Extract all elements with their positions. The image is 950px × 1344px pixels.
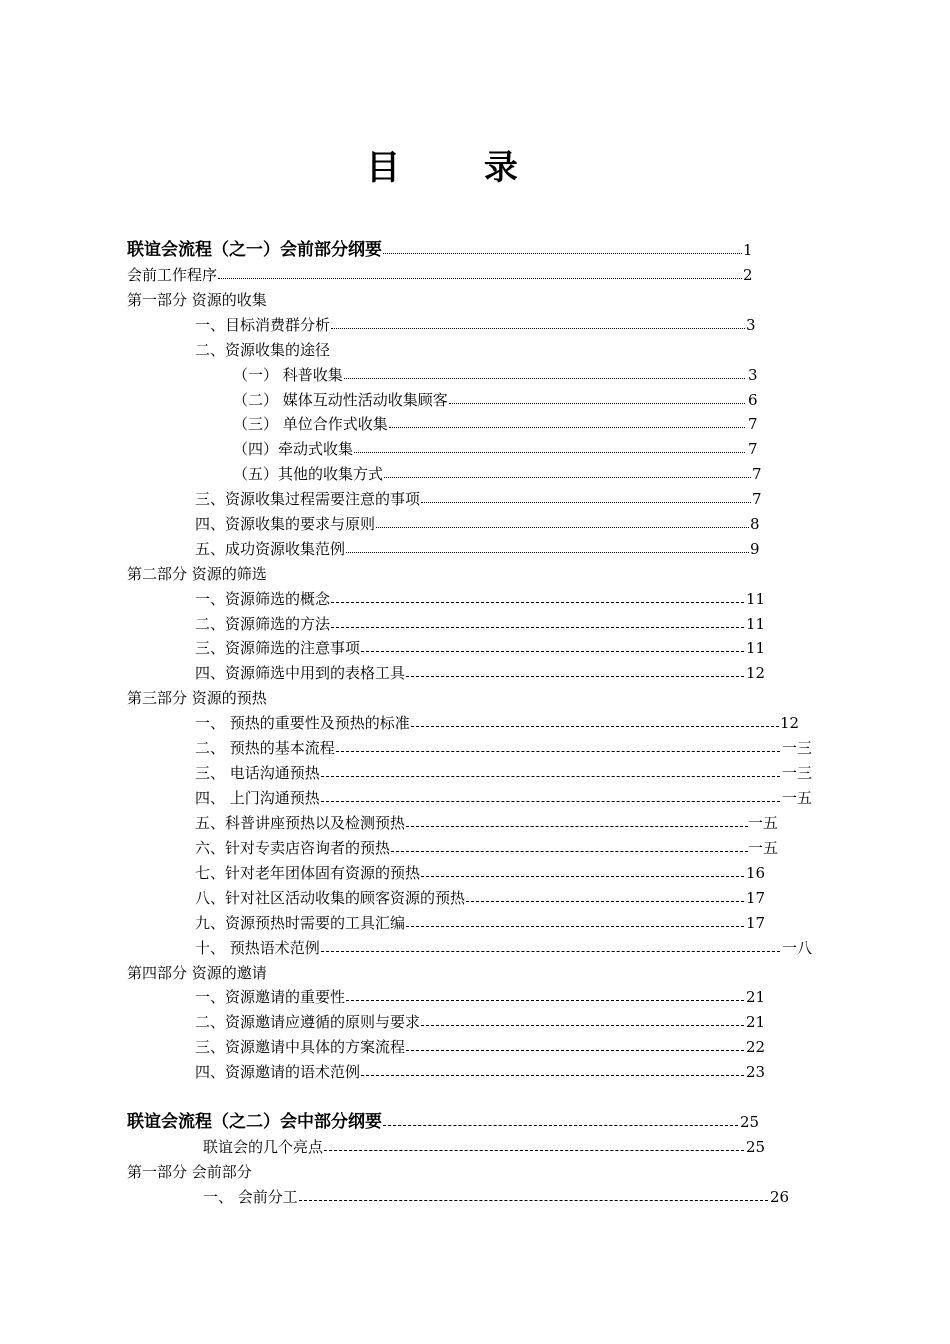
toc-leader xyxy=(391,851,748,853)
toc-leader xyxy=(406,1050,744,1052)
toc-entry[interactable] xyxy=(195,713,410,733)
toc-page-number: 7 xyxy=(752,465,762,483)
toc-entry[interactable] xyxy=(195,638,360,658)
toc-leader xyxy=(321,776,780,778)
toc-leader xyxy=(321,801,780,803)
toc-leader xyxy=(346,552,749,554)
toc-entry[interactable] xyxy=(195,987,345,1007)
toc-entry[interactable] xyxy=(195,539,345,559)
toc-page-number: 2 xyxy=(743,266,753,284)
toc-entry-label: 一、目标消费群分析 xyxy=(195,316,331,334)
toc-entry[interactable] xyxy=(195,913,405,933)
toc-entry-label: 三、 电话沟通预热 xyxy=(195,764,320,782)
toc-entry[interactable] xyxy=(195,614,330,634)
toc-entry-label: 第一部分 会前部分 xyxy=(127,1163,252,1181)
toc-entry-label: 一、资源筛选的概念 xyxy=(195,590,331,608)
toc-entry-label: 三、资源收集过程需要注意的事项 xyxy=(195,490,421,508)
toc-entry-label: （二） 媒体互动性活动收集顾客 xyxy=(233,391,448,409)
toc-leader xyxy=(331,328,745,330)
toc-entry[interactable] xyxy=(127,963,267,983)
toc-leader xyxy=(331,627,744,629)
toc-entry[interactable] xyxy=(195,1012,420,1032)
toc-entry-label: 会前工作程序 xyxy=(127,266,218,284)
toc-entry-label: 十、 预热语术范例 xyxy=(195,939,320,957)
toc-leader xyxy=(346,1000,744,1002)
toc-leader xyxy=(449,403,745,405)
toc-page-number: 一三 xyxy=(782,739,813,757)
toc-entry-label: （三） 单位合作式收集 xyxy=(233,415,388,433)
toc-leader xyxy=(336,751,780,753)
toc-entry[interactable] xyxy=(195,788,320,808)
toc-page-number: 25 xyxy=(746,1138,766,1156)
toc-page-number: 23 xyxy=(746,1063,766,1081)
toc-entry[interactable] xyxy=(127,1162,252,1182)
toc-page-number: 3 xyxy=(748,366,758,384)
toc-entry[interactable] xyxy=(203,1187,298,1207)
toc-entry-label: 联谊会的几个亮点 xyxy=(203,1138,324,1156)
toc-leader xyxy=(421,502,751,504)
toc-entry-label: 二、资源收集的途径 xyxy=(195,341,331,359)
toc-leader xyxy=(389,427,745,429)
toc-page-number: 3 xyxy=(746,316,756,334)
toc-entry-label: 三、资源邀请中具体的方案流程 xyxy=(195,1038,406,1056)
toc-entry[interactable] xyxy=(127,240,382,260)
toc-entry-label: 七、针对老年团体固有资源的预热 xyxy=(195,864,421,882)
toc-entry-label: 四、资源邀请的语术范例 xyxy=(195,1063,361,1081)
toc-page-number: 8 xyxy=(750,515,760,533)
toc-leader xyxy=(421,1025,744,1027)
toc-entry[interactable] xyxy=(195,888,465,908)
toc-leader xyxy=(299,1200,768,1202)
toc-entry[interactable] xyxy=(233,365,343,385)
toc-entry-label: 二、资源邀请应遵循的原则与要求 xyxy=(195,1013,421,1031)
toc-entry[interactable] xyxy=(127,688,267,708)
toc-leader xyxy=(361,1075,744,1077)
toc-entry[interactable] xyxy=(195,763,320,783)
toc-page-number: 一五 xyxy=(782,789,813,807)
toc-entry[interactable] xyxy=(127,290,267,310)
toc-page-number: 11 xyxy=(746,639,766,657)
toc-entry-label: 第一部分 资源的收集 xyxy=(127,291,267,309)
toc-entry[interactable] xyxy=(195,489,420,509)
toc-entry-label: 四、 上门沟通预热 xyxy=(195,789,320,807)
toc-entry[interactable] xyxy=(195,663,405,683)
toc-leader xyxy=(361,651,744,653)
toc-leader xyxy=(321,951,780,953)
toc-entry[interactable] xyxy=(233,439,353,459)
toc-entry-label: 二、 预热的基本流程 xyxy=(195,739,335,757)
toc-entry[interactable] xyxy=(195,738,335,758)
toc-entry-label: 第二部分 资源的筛选 xyxy=(127,565,267,583)
toc-entry[interactable] xyxy=(195,863,420,883)
toc-entry-label: 五、科普讲座预热以及检测预热 xyxy=(195,814,406,832)
toc-entry-label: 三、资源筛选的注意事项 xyxy=(195,639,361,657)
toc-leader xyxy=(344,378,745,380)
toc-page-number: 26 xyxy=(770,1188,790,1206)
toc-entry-label: 联谊会流程（之二）会中部分纲要 xyxy=(127,1112,382,1132)
toc-entry-label: （四）牵动式收集 xyxy=(233,440,354,458)
toc-leader xyxy=(406,926,744,928)
toc-page-number: 一三 xyxy=(782,764,813,782)
toc-entry[interactable] xyxy=(195,813,405,833)
toc-leader xyxy=(411,726,779,728)
toc-entry[interactable] xyxy=(233,390,448,410)
toc-leader xyxy=(218,278,742,280)
toc-entry-label: 六、针对专卖店咨询者的预热 xyxy=(195,839,391,857)
toc-page-number: 17 xyxy=(746,889,766,907)
toc-entry-label: （一） 科普收集 xyxy=(233,366,343,384)
toc-entry[interactable] xyxy=(127,265,217,285)
toc-leader xyxy=(421,876,744,878)
toc-entry-label: 四、资源筛选中用到的表格工具 xyxy=(195,664,406,682)
toc-page-number: 12 xyxy=(780,714,800,732)
toc-leader xyxy=(406,676,744,678)
toc-page-number: 7 xyxy=(752,490,762,508)
toc-page-number: 16 xyxy=(746,864,766,882)
toc-page-number: 11 xyxy=(746,590,766,608)
toc-leader xyxy=(376,527,749,529)
toc-entry[interactable] xyxy=(195,340,330,360)
toc-page-number: 6 xyxy=(748,391,758,409)
toc-leader xyxy=(466,901,744,903)
toc-entry[interactable] xyxy=(233,464,383,484)
toc-entry[interactable] xyxy=(195,315,330,335)
toc-entry[interactable] xyxy=(195,514,375,534)
toc-leader xyxy=(384,477,751,479)
toc-entry[interactable] xyxy=(195,589,330,609)
toc-page-number: 9 xyxy=(750,540,760,558)
toc-entry[interactable] xyxy=(195,1062,360,1082)
toc-entry[interactable] xyxy=(195,938,320,958)
toc-leader xyxy=(383,253,742,255)
toc-entry-label: 五、成功资源收集范例 xyxy=(195,540,346,558)
toc-page-number: 7 xyxy=(748,415,758,433)
toc-page-number: 25 xyxy=(740,1113,760,1131)
toc-entry[interactable] xyxy=(195,1037,405,1057)
toc-leader xyxy=(324,1150,744,1152)
toc-entry[interactable] xyxy=(127,1112,382,1132)
toc-entry[interactable] xyxy=(127,564,267,584)
toc-leader xyxy=(354,452,745,454)
toc-entry-label: 联谊会流程（之一）会前部分纲要 xyxy=(127,240,382,260)
toc-page-number: 12 xyxy=(746,664,766,682)
toc-entry-label: 八、针对社区活动收集的顾客资源的预热 xyxy=(195,889,466,907)
toc-entry-label: 第三部分 资源的预热 xyxy=(127,689,267,707)
toc-entry[interactable] xyxy=(195,838,390,858)
toc-page-number: 17 xyxy=(746,914,766,932)
toc-page-number: 21 xyxy=(746,988,766,1006)
toc-entry-label: （五）其他的收集方式 xyxy=(233,465,384,483)
toc-page-number: 一八 xyxy=(782,939,813,957)
toc-leader xyxy=(383,1125,738,1127)
toc-page-number: 11 xyxy=(746,615,766,633)
toc-page-number: 7 xyxy=(748,440,758,458)
toc-entry-label: 第四部分 资源的邀请 xyxy=(127,964,267,982)
toc-entry[interactable] xyxy=(233,414,388,434)
document-title: 目 录 xyxy=(366,148,554,188)
toc-entry-label: 一、 预热的重要性及预热的标准 xyxy=(195,714,410,732)
toc-entry-label: 四、资源收集的要求与原则 xyxy=(195,515,376,533)
toc-entry[interactable] xyxy=(203,1137,323,1157)
toc-entry-label: 一、 会前分工 xyxy=(203,1188,298,1206)
toc-entry-label: 九、资源预热时需要的工具汇编 xyxy=(195,914,406,932)
toc-page-number: 1 xyxy=(743,241,753,259)
toc-entry-label: 二、资源筛选的方法 xyxy=(195,615,331,633)
toc-leader xyxy=(406,826,748,828)
toc-page-number: 一五 xyxy=(748,814,779,832)
toc-page-number: 21 xyxy=(746,1013,766,1031)
toc-entry-label: 一、资源邀请的重要性 xyxy=(195,988,346,1006)
toc-leader xyxy=(331,602,744,604)
toc-page-number: 一五 xyxy=(748,839,779,857)
toc-page-number: 22 xyxy=(746,1038,766,1056)
